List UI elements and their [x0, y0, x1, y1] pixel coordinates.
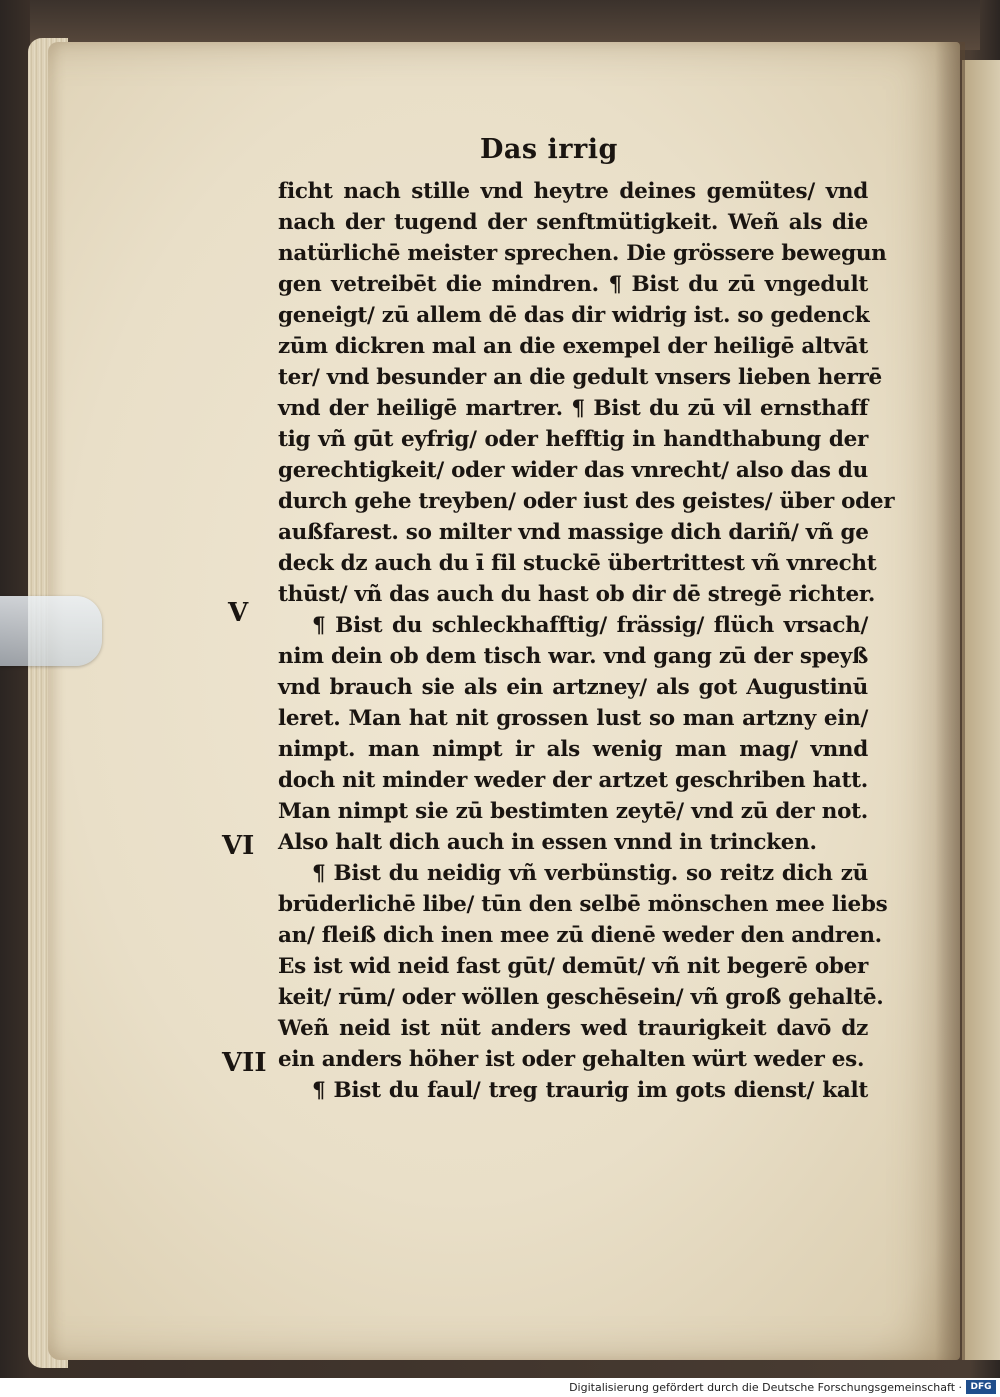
text-line: gerechtigkeit/ oder wider das vnrecht/ also das du: [278, 458, 868, 483]
text-line: ¶ Bist du neidig vñ verbünstig. so reitz dich zū: [312, 861, 868, 886]
facing-page-edge: [962, 60, 1000, 1360]
text-line: geneigt/ zū allem dē das dir widrig ist. so gedenck: [278, 303, 870, 328]
text-line: ¶ Bist du schleckhafftig/ frässig/ flüch vrsach/: [312, 613, 868, 638]
text-line: ter/ vnd besunder an die gedult vnsers lieben herrē: [278, 365, 882, 390]
text-line: ¶ Bist du faul/ treg traurig im gots dienst/ kalt: [312, 1078, 868, 1103]
text-line: Man nimpt sie zū bestimten zeytē/ vnd zū der not.: [278, 799, 868, 824]
text-line: nim dein ob dem tisch war. vnd gang zū der speyß: [278, 644, 868, 669]
text-line: tig vñ gūt eyfrig/ oder hefftig in handthabung der: [278, 427, 868, 452]
text-line: Weñ neid ist nüt anders wed traurigkeit davō dz: [278, 1016, 868, 1041]
text-line: vnd der heiligē martrer. ¶ Bist du zū vil ernsthaff: [278, 396, 868, 421]
dfg-logo: DFG: [966, 1380, 996, 1394]
text-line: doch nit minder weder der artzet geschriben hatt.: [278, 768, 868, 793]
page-clip: [0, 596, 102, 666]
text-line: natürlichē meister sprechen. Die grössere bewegun: [278, 241, 887, 266]
text-line: thūst/ vñ das auch du hast ob dir dē stregē richter.: [278, 582, 876, 607]
text-line: außfarest. so milter vnd massige dich dariñ/ vñ ge: [278, 520, 869, 545]
text-block: [278, 176, 895, 1106]
text-line: keit/ rūm/ oder wöllen geschēsein/ vñ groß gehaltē.: [278, 985, 884, 1010]
text-line: Also halt dich auch in essen vnnd in trincken.: [278, 830, 817, 855]
text-line: durch gehe treyben/ oder iust des geistes/ über oder: [278, 489, 895, 514]
text-line: brūderlichē libe/ tūn den selbē mönschen mee liebs: [278, 892, 888, 917]
footer-credit: Digitalisierung gefördert durch die Deutsche Forschungsgemeinschaft ·: [569, 1381, 962, 1394]
text-line: deck dz auch du ī fil stuckē übertrittest vñ vnrecht: [278, 551, 877, 576]
text-line: zūm dickren mal an die exempel der heiligē altvāt: [278, 334, 868, 359]
running-head: Das irrig: [480, 134, 618, 165]
margin-number-vii: VII: [222, 1048, 267, 1078]
text-line: Es ist wid neid fast gūt/ demūt/ vñ nit begerē ober: [278, 954, 868, 979]
text-line: vnd brauch sie als ein artzney/ als got Augustinū: [278, 675, 868, 700]
text-line: ficht nach stille vnd heytre deines gemütes/ vnd: [278, 179, 868, 204]
book-gutter: [935, 42, 965, 1360]
text-line: nach der tugend der senftmütigkeit. Weñ als die: [278, 210, 868, 235]
text-line: leret. Man hat nit grossen lust so man artzny ein/: [278, 706, 868, 731]
margin-number-vi: VI: [222, 831, 255, 861]
text-line: an/ fleiß dich inen mee zū dienē weder den andren.: [278, 923, 882, 948]
text-line: ein anders höher ist oder gehalten würt weder es.: [278, 1047, 865, 1072]
text-line: nimpt. man nimpt ir als wenig man mag/ vnnd: [278, 737, 868, 762]
margin-number-v: V: [228, 598, 249, 628]
text-line: gen vetreibēt die mindren. ¶ Bist du zū vngedult: [278, 272, 868, 297]
